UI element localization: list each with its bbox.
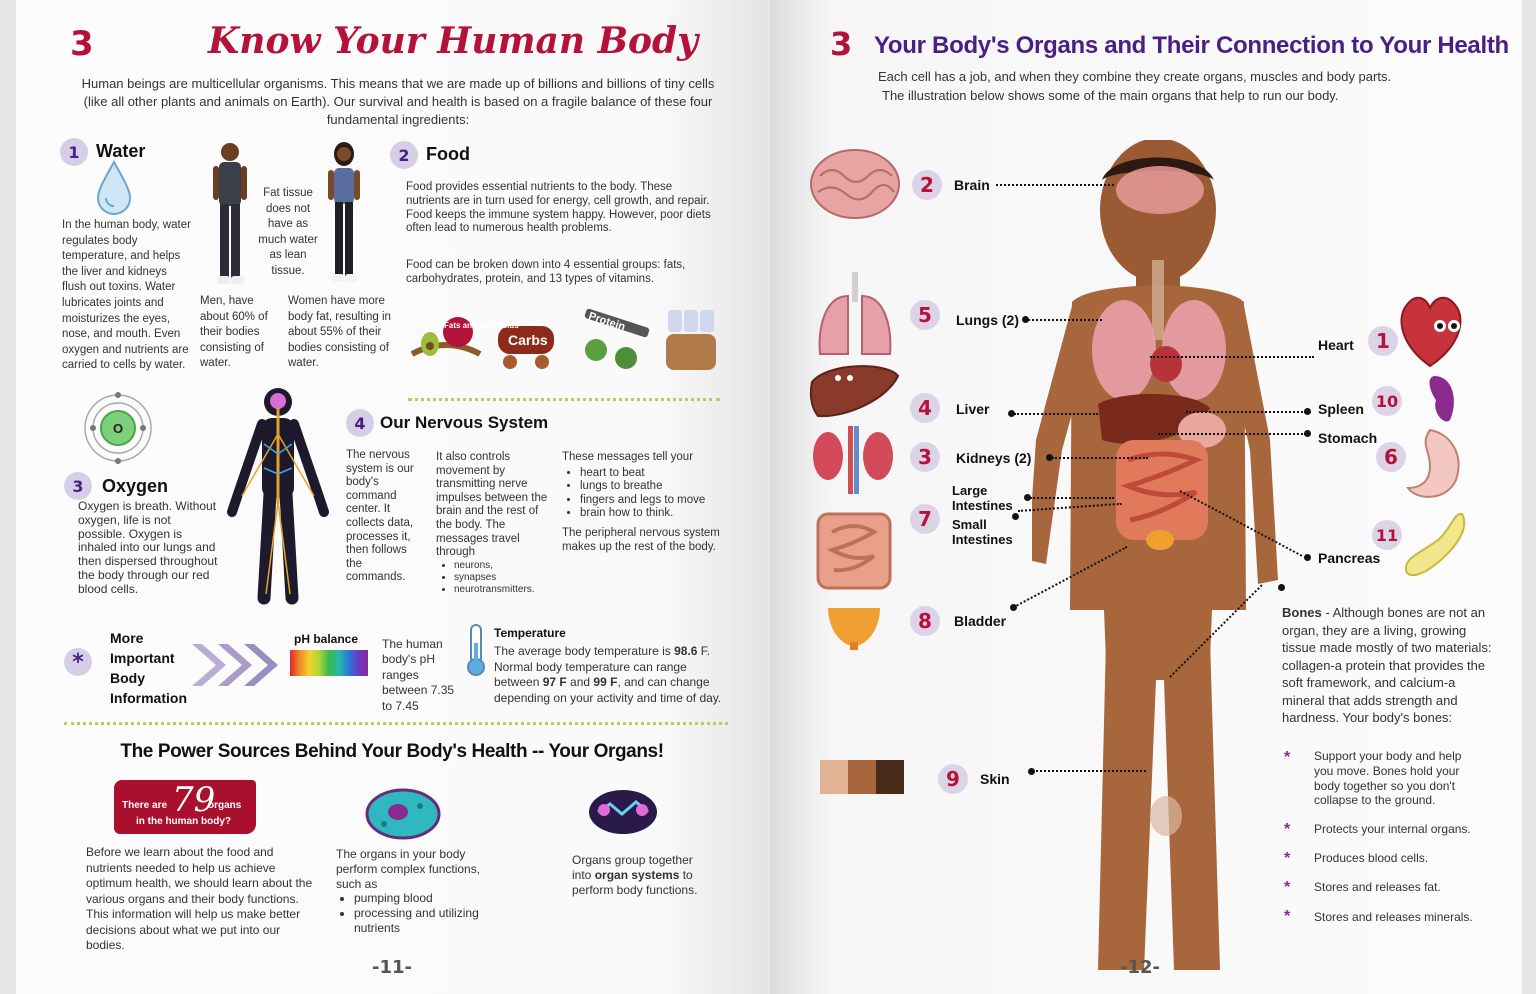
leader-skin [1032,770,1146,772]
nervous-col-1: The nervous system is our body's command center. It collects data, processes it, then follows the commands. [346,449,414,584]
page-11 [16,0,768,994]
leader-lungs [1028,319,1102,321]
food-text-2: Food can be broken down into 4 essential groups: fats, carbohydrates, protein, and 13 types of vitamins. [406,259,686,285]
organ-label-stomach: Stomach [1318,430,1378,446]
carbs-label: Carbs [508,332,548,348]
organ-label-small-intestines: Small Intestines [952,517,1013,547]
spleen-icon [1424,372,1460,426]
organ-number-stomach: 6 [1376,442,1406,472]
organ-number-pancreas: 11 [1372,520,1402,550]
organ-number-lungs: 5 [910,300,940,330]
organ-label-brain: Brain [954,177,990,193]
heart-icon [1392,286,1468,370]
food-number: 2 [390,141,418,169]
nervous-col-3-list [562,467,738,521]
chevron-arrows-icon [190,642,280,688]
oxygen-atom-icon [82,392,154,464]
oxygen-symbol: O [112,421,124,436]
nervous-col-2-list [436,560,554,596]
leader-dot [1304,554,1311,561]
leader-kidneys [1052,457,1148,459]
pancreas-icon [1402,508,1472,582]
lungs-icon [814,270,896,358]
man-figure [206,140,254,290]
leader-liver [1014,413,1098,415]
organ-label-bladder: Bladder [954,613,1007,629]
list-item: • lungs to breathe [580,480,738,494]
ph-title: pH balance [294,632,359,646]
more-info-title: More Important Body Information [110,630,187,706]
page-12 [770,0,1522,994]
temperature-title: Temperature [494,626,566,640]
bladder-icon [824,604,884,652]
organ-label-kidneys: Kidneys (2) [956,450,1032,466]
woman-figure [322,140,366,290]
water-drop-icon [94,160,134,216]
organ-label-lungs: Lungs (2) [956,312,1019,328]
leader-stomach [1158,433,1306,435]
skin-tone-dark [876,760,904,794]
water-title: Water [96,141,146,161]
bullet-star-icon: * [1284,879,1291,896]
kidneys-icon [810,422,896,496]
human-body-figure [1032,140,1280,982]
ph-scale-bar [290,650,368,676]
nervous-col-2-text: It also controls movement by transmitting nerve impulses between the brain and the rest of the body. The messages travel through [436,451,548,559]
oxygen-title: Oxygen [102,476,169,496]
organ-number-kidneys: 3 [910,442,940,472]
bones-item-1: Support your body and help you move. Bones hold your body together so you don't collapse to the ground. [1314,749,1462,808]
men-water-text: Men, have about 60% of their bodies consisting of water. [200,295,268,370]
nervous-col-3-outro: The peripheral nervous system makes up the rest of the body. [562,526,720,553]
temperature-text: The average body temperature is 98.6 F. Normal body temperature can range between 97 F and 99 F, and can change depending on your activity and time of day. [494,644,722,705]
nervous-col-2 [436,451,554,596]
oxygen-number: 3 [64,472,92,500]
star-badge: * [64,648,92,676]
organ-label-pancreas: Pancreas [1318,550,1381,566]
nervous-title: Our Nervous System [380,413,549,432]
bullet-star-icon: * [1284,908,1291,925]
right-page-title: Your Body's Organs and Their Connection to Your Health [874,32,1509,59]
bottom-2-intro: The organs in your body perform complex functions, such as [336,847,481,891]
bones-item-4: Stores and releases fat. [1314,880,1441,894]
bones-text: Bones - Although bones are not an organ, they are a living, growing tissue made mostly of two materials: collagen-a protein that provides the soft framework, and calcium-a mineral that adds strength and hardness. Your body's bones: [1282,605,1492,725]
nervous-col-3-intro: These messages tell your [562,451,694,463]
protein-label: Protein [586,310,627,334]
list-item: • brain how to think. [580,507,738,521]
oxygen-text: Oxygen is breath. Without oxygen, life is not possible. Oxygen is inhaled into our lungs and then dispersed throughout the body through our red blood cells. [78,499,218,596]
leader-dot [1278,584,1285,591]
organ-label-liver: Liver [956,401,990,417]
women-water-text: Women have more body fat, resulting in about 55% of their bodies consisting of water. [288,295,391,370]
organ-number-spleen: 10 [1372,386,1402,416]
nervous-number: 4 [346,409,374,437]
bullet-star-icon: * [1284,821,1291,838]
intestines-icon [814,510,894,592]
leader-brain [996,184,1114,186]
page-number-12: -12- [1120,957,1160,978]
list-item: • pumping blood [354,891,506,906]
bottom-2-list [336,891,506,935]
badge-text-c: in the human body? [136,816,231,827]
leader-dot [1012,513,1019,520]
bottom-text-2 [336,847,506,936]
water-text: In the human body, water regulates body temperature, and helps the liver and kidneys flush out toxins. Water lubricates joints and moisturizes the eyes, nose, and mouth. Even oxygen and nutrients are carried to cells by water. [62,219,191,372]
page-title: Know Your Human Body [208,20,699,62]
leader-heart [1150,356,1314,358]
organ-number-skin: 9 [938,764,968,794]
right-intro-1: Each cell has a job, and when they combine they create organs, muscles and body parts. [878,69,1392,84]
organ-label-skin: Skin [980,771,1010,787]
brain-icon [808,146,902,224]
bullet-star-icon: * [1284,850,1291,867]
divider-1 [408,398,720,401]
organ-number-intestines: 7 [910,504,940,534]
nervous-col-3 [562,451,738,554]
intro-text: Human beings are multicellular organisms. This means that we are made up of billions and billions of tiny cells (like all other plants and animals on Earth). Our survival and health is based on a fragile balance of these four fundamental ingredients: [81,76,715,127]
leader-spleen [1186,411,1306,413]
organ-system-icon [586,786,660,838]
organ-number-heart: 1 [1368,326,1398,356]
bones-item-5: Stores and releases minerals. [1314,910,1473,924]
organs-count-badge [114,780,256,834]
organ-label-heart: Heart [1318,337,1354,353]
ph-text: The human body's pH ranges between 7.35 to 7.45 [382,637,455,713]
food-groups-illustration [406,306,718,376]
bones-item-3: Produces blood cells. [1314,851,1429,865]
stomach-icon [1402,426,1466,506]
food-text-1: Food provides essential nutrients to the body. These nutrients are in turn used for energy, cell growth, and repair. Food keeps the immune system happy. However, poor diets often lead to numerous health problems. [406,181,711,235]
thermometer-icon [464,623,488,679]
leader-large-intestines [1030,497,1114,499]
bullet-star-icon: * [1284,749,1291,766]
food-title: Food [426,144,470,164]
cell-icon [364,786,442,842]
list-item: • heart to beat [580,467,738,481]
chapter-number-right: 3 [830,25,853,63]
list-item: • neurotransmitters. [454,584,554,596]
fats-label: Fats and fatty acids [444,321,519,330]
water-number: 1 [60,138,88,166]
chapter-number: 3 [70,24,94,64]
fat-tissue-note: Fat tissue does not have as much water as lean tissue. [258,187,318,277]
nervous-system-figure [226,384,330,606]
page-number-11: -11- [372,957,412,978]
badge-number: 79 [172,780,216,820]
badge-text-b: organs [208,800,242,811]
list-item: • processing and utilizing nutrients [354,906,506,936]
bottom-text-1: Before we learn about the food and nutrients needed to help us achieve optimum health, we should learn about the various organs and their body functions. This information will help us make better decisions about what we put into our bodies. [86,845,313,952]
organ-number-liver: 4 [910,393,940,423]
bones-item-2: Protects your internal organs. [1314,822,1471,836]
list-item: • fingers and legs to move [580,494,738,508]
list-item: • neurons, [454,560,554,572]
organ-number-brain: 2 [912,170,942,200]
bottom-text-3: Organs group together into organ systems to perform body functions. [572,853,698,897]
skin-tone-light [820,760,848,794]
divider-2 [64,722,728,725]
power-title: The Power Sources Behind Your Body's Health -- Your Organs! [120,741,664,762]
organ-number-bladder: 8 [910,606,940,636]
badge-text-a: There are [122,800,168,811]
skin-tone-medium [848,760,876,794]
organ-label-large-intestines: Large Intestines [952,483,1013,513]
liver-icon [808,362,902,420]
right-intro-2: The illustration below shows some of the main organs that help to run our body. [882,88,1339,103]
organ-label-spleen: Spleen [1318,401,1364,417]
list-item: • synapses [454,572,554,584]
